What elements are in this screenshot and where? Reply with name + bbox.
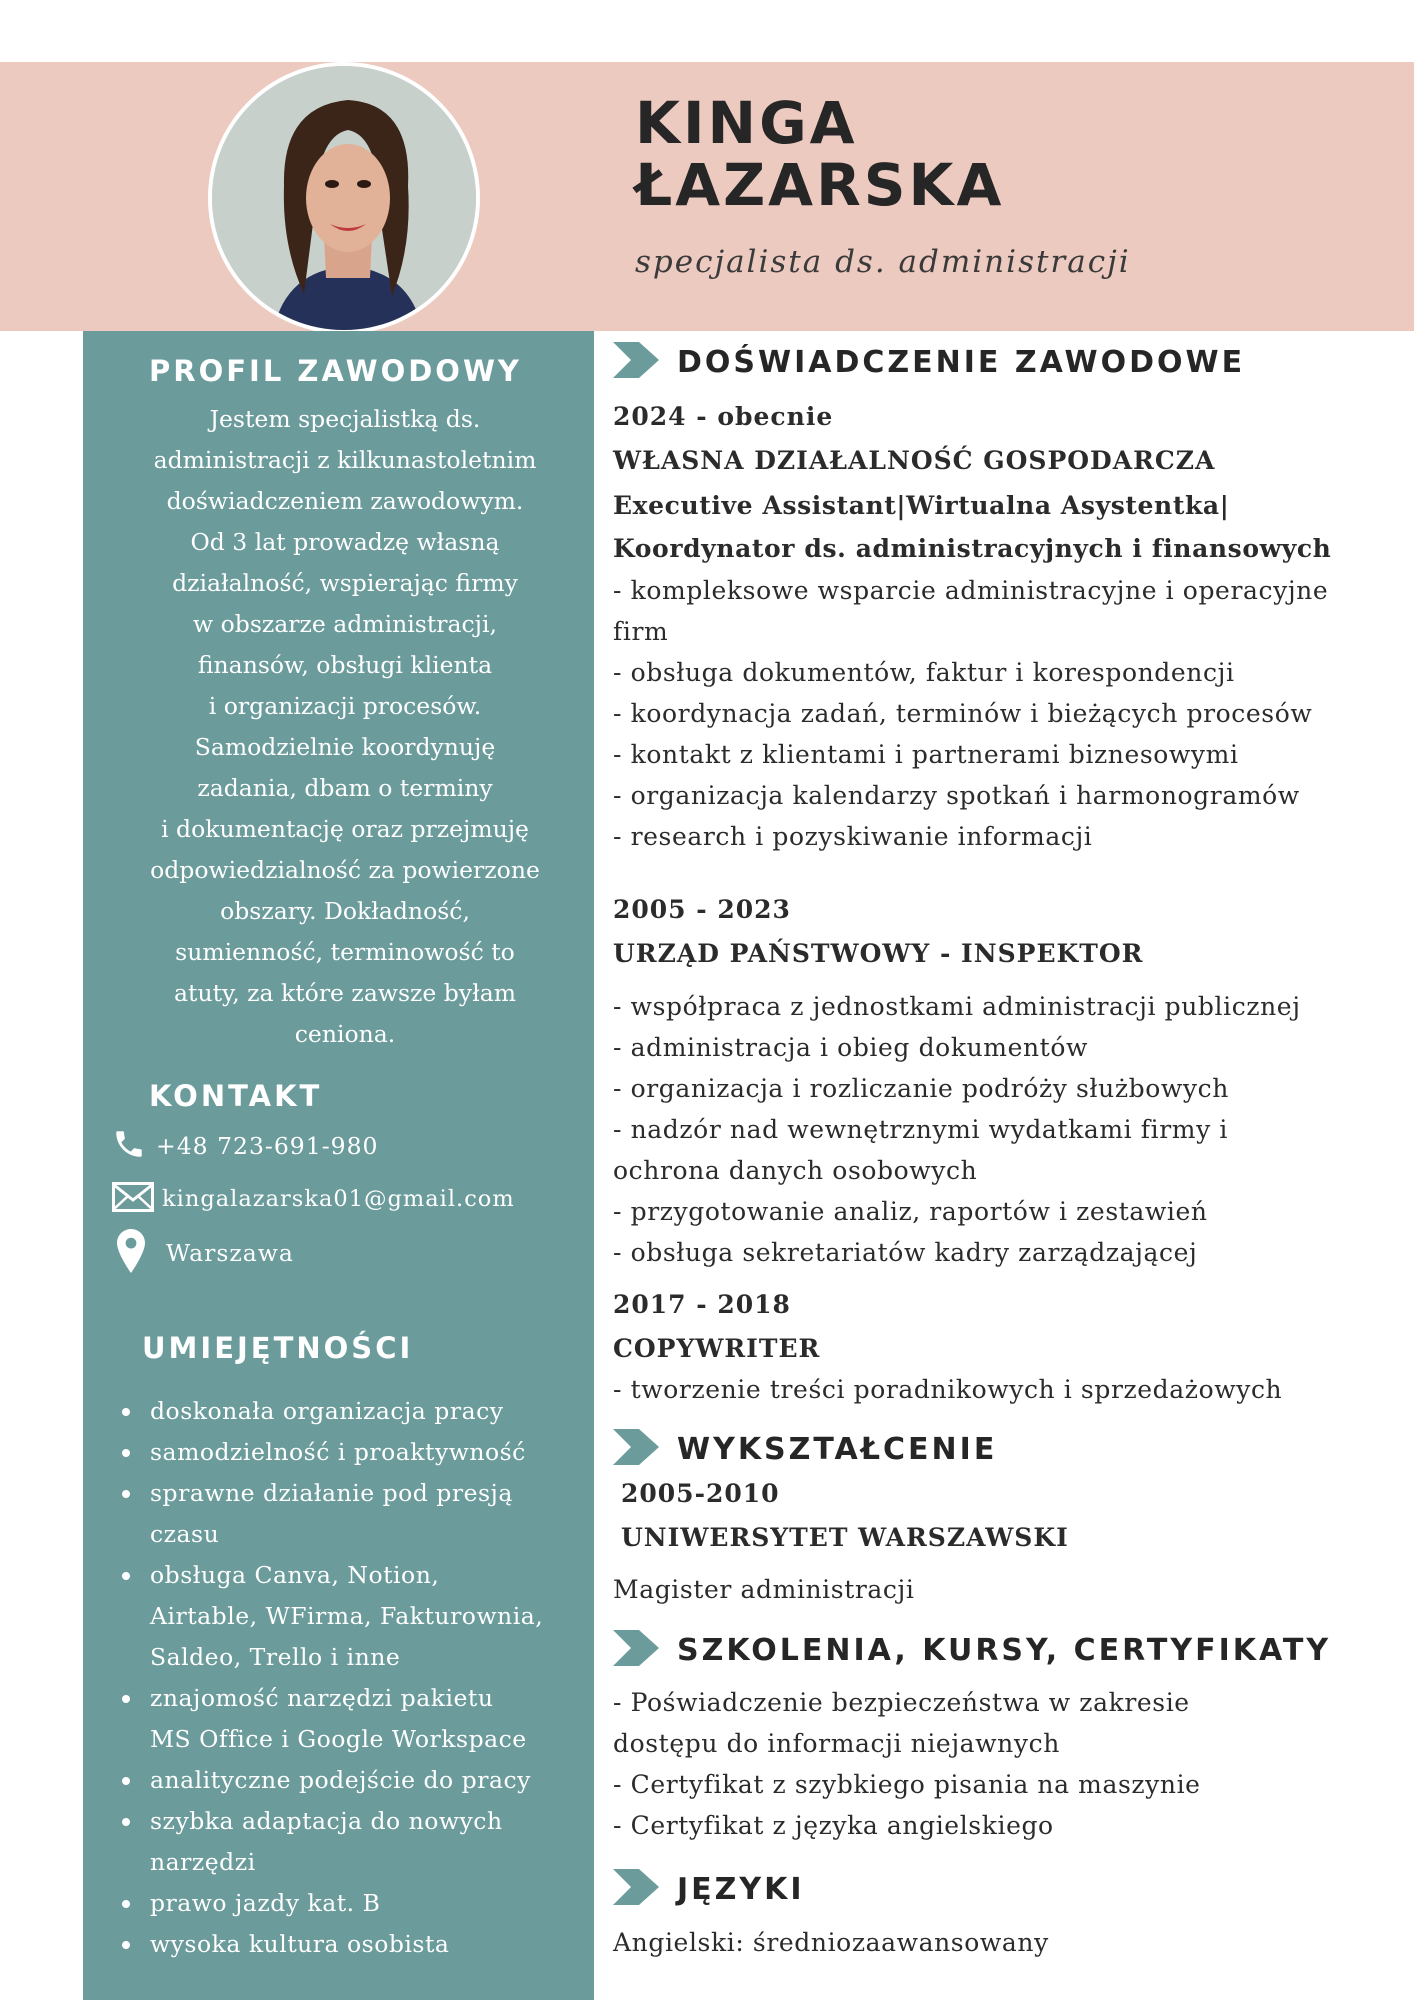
languages-heading: [613, 1869, 805, 1909]
skill-line: analityczne podejście do pracy: [150, 1766, 531, 1794]
job-duty: - research i pozyskiwanie informacji: [613, 822, 1093, 851]
job-1-employer: WŁASNA DZIAŁALNOŚĆ GOSPODARCZA: [613, 446, 1216, 475]
skill-item: [112, 1555, 592, 1678]
job-duty: firm: [613, 617, 669, 646]
experience-heading-label: DOŚWIADCZENIE ZAWODOWE: [677, 344, 1246, 380]
education-school: UNIWERSYTET WARSZAWSKI: [621, 1523, 1069, 1552]
skills-heading: UMIEJĘTNOŚCI: [142, 1331, 414, 1365]
profile-line: i dokumentację oraz przejmuję: [161, 815, 529, 843]
job-title: specjalista ds. administracji: [635, 244, 1131, 280]
candidate-name: [635, 89, 1005, 219]
job-duty: - obsługa dokumentów, faktur i korespondencji: [613, 658, 1235, 687]
profile-line: sumienność, terminowość to: [175, 938, 515, 966]
job-duty: - tworzenie treści poradnikowych i sprzedażowych: [613, 1375, 1283, 1404]
skill-line: czasu: [150, 1520, 220, 1548]
phone-number: +48 723-691-980: [156, 1132, 379, 1160]
profile-line: doświadczeniem zawodowym.: [166, 487, 524, 515]
profile-line: zadania, dbam o terminy: [197, 774, 493, 802]
profile-summary: [115, 399, 575, 1055]
skill-line: Saldeo, Trello i inne: [150, 1643, 401, 1671]
job-duty: - współpraca z jednostkami administracji publicznej: [613, 992, 1301, 1021]
skill-line: sprawne działanie pod presją: [150, 1479, 513, 1507]
skills-list: [112, 1391, 592, 1965]
job-duty: - organizacja i rozliczanie podróży służbowych: [613, 1074, 1229, 1103]
map-pin-icon: [112, 1228, 154, 1278]
job-2-duties: [613, 986, 1403, 1273]
profile-line: Od 3 lat prowadzę własną: [190, 528, 500, 556]
education-heading: [613, 1429, 997, 1469]
training-heading-label: SZKOLENIA, KURSY, CERTYFIKATY: [677, 1632, 1332, 1668]
profile-line: w obszarze administracji,: [193, 610, 497, 638]
skill-item: [112, 1391, 592, 1432]
job-duty: - kontakt z klientami i partnerami biznesowymi: [613, 740, 1239, 769]
profile-line: odpowiedzialność za powierzone: [150, 856, 540, 884]
skill-item: [112, 1432, 592, 1473]
skill-item: [112, 1924, 592, 1965]
contact-heading: KONTAKT: [149, 1079, 323, 1113]
job-3: [613, 1284, 1403, 1410]
training-heading: [613, 1630, 1331, 1670]
job-1: [613, 396, 1403, 857]
skill-item: [112, 1678, 592, 1760]
skill-item: [112, 1801, 592, 1883]
profile-heading: PROFIL ZAWODOWY: [149, 354, 522, 388]
skill-item: [112, 1883, 592, 1924]
training-item: - Poświadczenie bezpieczeństwa w zakresie: [613, 1688, 1190, 1717]
profile-photo: [208, 62, 480, 334]
skill-line: obsługa Canva, Notion,: [150, 1561, 440, 1589]
job-duty: - organizacja kalendarzy spotkań i harmonogramów: [613, 781, 1300, 810]
languages-entry: Angielski: średniozaawansowany: [613, 1928, 1049, 1957]
profile-line: i organizacji procesów.: [208, 692, 482, 720]
job-duty: - administracja i obieg dokumentów: [613, 1033, 1088, 1062]
job-3-dates: 2017 - 2018: [613, 1290, 791, 1319]
email-address: kingalazarska01@gmail.com: [162, 1186, 515, 1212]
training-list: [613, 1682, 1403, 1846]
location-text: Warszawa: [166, 1239, 294, 1267]
job-2-dates: 2005 - 2023: [613, 895, 791, 924]
job-duty: - nadzór nad wewnętrznymi wydatkami firmy i: [613, 1115, 1228, 1144]
job-duty: - przygotowanie analiz, raportów i zestawień: [613, 1197, 1208, 1226]
education-dates: 2005-2010: [621, 1479, 780, 1508]
education-entry: [621, 1473, 1411, 1558]
contact-email[interactable]: [112, 1182, 515, 1216]
job-2: [613, 889, 1403, 1273]
chevron-right-icon: [613, 1869, 659, 1909]
profile-line: administracji z kilkunastoletnim: [153, 446, 537, 474]
job-1-duties: [613, 570, 1403, 857]
experience-heading: [613, 342, 1245, 382]
chevron-right-icon: [613, 1630, 659, 1670]
job-1-dates: 2024 - obecnie: [613, 402, 834, 431]
contact-phone[interactable]: [112, 1127, 379, 1165]
skill-line: samodzielność i proaktywność: [150, 1438, 526, 1466]
skill-line: doskonała organizacja pracy: [150, 1397, 504, 1425]
profile-line: finansów, obsługi klienta: [197, 651, 493, 679]
job-1-role: [613, 484, 1403, 570]
profile-line: Jestem specjalistką ds.: [209, 405, 481, 433]
job-1-role-line: Executive Assistant|Wirtualna Asystentka|: [613, 491, 1230, 520]
training-item: dostępu do informacji niejawnych: [613, 1729, 1060, 1758]
phone-icon: [112, 1127, 150, 1165]
profile-line: działalność, wspierając firmy: [172, 569, 518, 597]
skill-line: prawo jazdy kat. B: [150, 1889, 381, 1917]
first-name: KINGA: [635, 89, 858, 157]
job-duty: - obsługa sekretariatów kadry zarządzającej: [613, 1238, 1198, 1267]
skill-line: wysoka kultura osobista: [150, 1930, 450, 1958]
job-duty: - kompleksowe wsparcie administracyjne i operacyjne: [613, 576, 1329, 605]
chevron-right-icon: [613, 1429, 659, 1469]
training-item: - Certyfikat z szybkiego pisania na maszynie: [613, 1770, 1201, 1799]
job-1-role-line: Koordynator ds. administracyjnych i finansowych: [613, 534, 1332, 563]
education-degree: Magister administracji: [613, 1575, 915, 1604]
skill-line: MS Office i Google Workspace: [150, 1725, 527, 1753]
skill-item: [112, 1473, 592, 1555]
languages-heading-label: JĘZYKI: [677, 1871, 805, 1907]
profile-line: atuty, za które zawsze byłam: [174, 979, 516, 1007]
skill-line: szybka adaptacja do nowych: [150, 1807, 503, 1835]
education-heading-label: WYKSZTAŁCENIE: [677, 1431, 998, 1467]
last-name: ŁAZARSKA: [635, 151, 1005, 219]
contact-location: [112, 1228, 294, 1278]
envelope-icon: [112, 1182, 156, 1216]
skill-line: narzędzi: [150, 1848, 256, 1876]
profile-line: obszary. Dokładność,: [220, 897, 470, 925]
training-item: - Certyfikat z języka angielskiego: [613, 1811, 1054, 1840]
job-3-duties: [613, 1369, 1403, 1410]
profile-line: ceniona.: [294, 1020, 396, 1048]
job-2-employer: URZĄD PAŃSTWOWY - INSPEKTOR: [613, 939, 1144, 968]
skill-item: [112, 1760, 592, 1801]
job-3-employer: COPYWRITER: [613, 1334, 821, 1363]
job-duty: ochrona danych osobowych: [613, 1156, 978, 1185]
skill-line: znajomość narzędzi pakietu: [150, 1684, 494, 1712]
job-duty: - koordynacja zadań, terminów i bieżących procesów: [613, 699, 1313, 728]
portrait-image: [212, 66, 480, 334]
chevron-right-icon: [613, 342, 659, 382]
skill-line: Airtable, WFirma, Fakturownia,: [150, 1602, 544, 1630]
profile-line: Samodzielnie koordynuję: [194, 733, 496, 761]
